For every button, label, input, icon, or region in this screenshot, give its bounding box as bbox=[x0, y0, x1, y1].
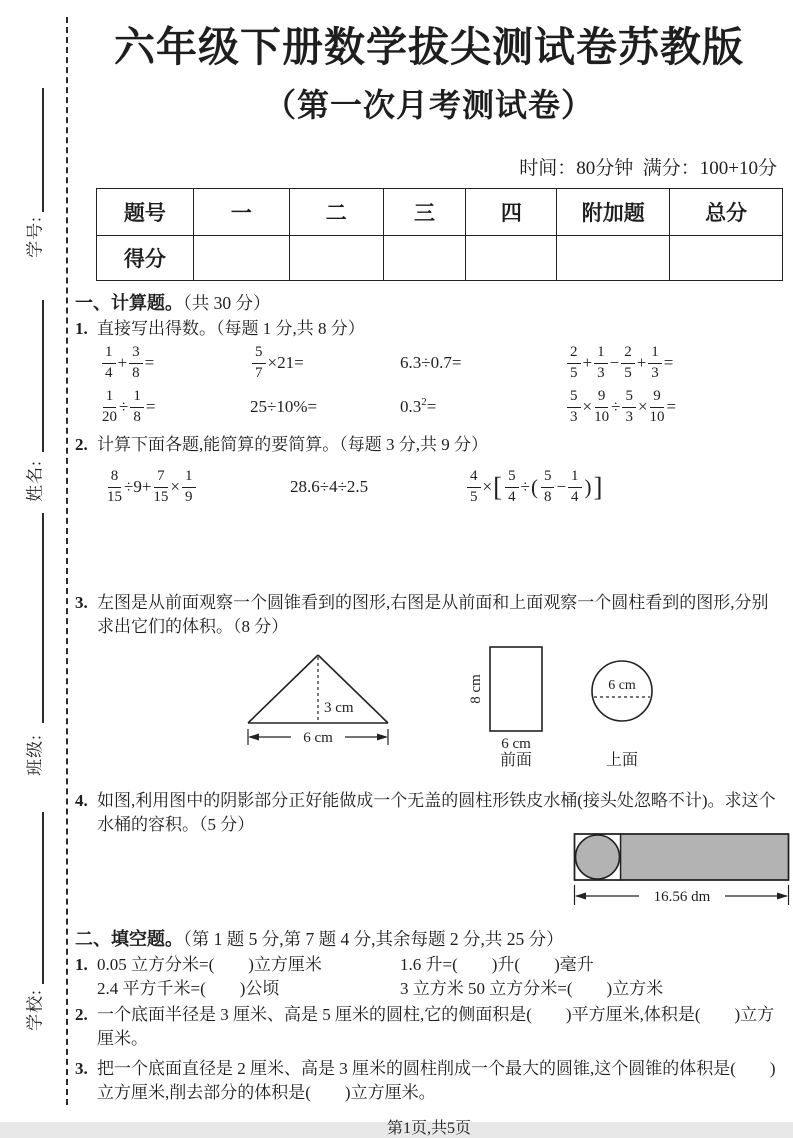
score-table-score-row bbox=[97, 236, 783, 281]
section2-heading bbox=[75, 925, 783, 951]
score-col-3: 三 bbox=[383, 189, 466, 236]
score-col-label: 题号 bbox=[97, 189, 194, 236]
expression: $\frac{8}{15}$ ÷9+ $\frac{7}{15}$ × $\frac{1}{9}$ bbox=[105, 469, 290, 506]
s1-q4-block bbox=[75, 789, 783, 906]
expression: $\frac{2}{5}$ + $\frac{1}{3}$ − $\frac{2}{5}$ + $\frac{1}{3}$ = bbox=[565, 345, 673, 382]
s1-q1 bbox=[75, 317, 783, 341]
s2-q2-line2: 厘米。 bbox=[97, 1029, 148, 1049]
write-line bbox=[42, 300, 44, 452]
blank-item: 2.4 平方千米=( )公顷 bbox=[97, 979, 280, 999]
arrow-left-icon bbox=[575, 893, 586, 900]
score-col-1: 一 bbox=[193, 189, 289, 236]
expression: 28.6÷4÷2.5 bbox=[290, 477, 369, 497]
s2-q2-number: 2. bbox=[75, 1005, 88, 1025]
section2-heading-text: 二、填空题。 bbox=[75, 929, 183, 950]
section1-heading bbox=[75, 289, 783, 315]
expression: $\frac{5}{3}$ × $\frac{9}{10}$ ÷ $\frac{5}{3}$ × $\frac{9}{10}$ = bbox=[565, 389, 676, 426]
school-label: 学校: bbox=[25, 989, 45, 1031]
expression: $\frac{1}{20}$ ÷ $\frac{1}{8}$ = bbox=[102, 387, 156, 425]
score-cell bbox=[557, 236, 670, 281]
s1-q2-row bbox=[75, 465, 783, 509]
s2-q2 bbox=[75, 1003, 783, 1051]
s2-q3 bbox=[75, 1057, 783, 1105]
s1-q4-line2: 水桶的容积。（5 分） bbox=[97, 815, 255, 835]
write-line bbox=[42, 88, 44, 212]
bucket-net-diagram bbox=[573, 825, 793, 913]
s1-q1-row2 bbox=[75, 387, 783, 427]
score-col-total: 总分 bbox=[670, 189, 783, 236]
s1-q3-text bbox=[97, 591, 783, 639]
s1-q2-number: 2. bbox=[75, 435, 88, 455]
paper-subtitle: （第一次月考测试卷） bbox=[263, 87, 594, 124]
s1-q3-line1: 左图是从前面观察一个圆锥看到的图形,右图是从前面和上面观察一个圆柱看到的图形,分别 bbox=[97, 593, 769, 613]
s2-q1-number: 1. bbox=[75, 955, 88, 975]
expression: $\frac{1}{4}$ + $\frac{3}{8}$ = bbox=[100, 345, 250, 382]
score-cell bbox=[466, 236, 557, 281]
s2-q3-text bbox=[97, 1057, 783, 1105]
s2-q3-number: 3. bbox=[75, 1059, 88, 1079]
write-line bbox=[42, 812, 44, 984]
cone-base-label: 6 cm bbox=[303, 730, 333, 747]
page-number: 第1页,共5页 bbox=[386, 1120, 471, 1138]
score-cell bbox=[670, 236, 783, 281]
cone-front-view-diagram bbox=[225, 649, 410, 751]
s1-q3-diagrams bbox=[75, 643, 783, 770]
section2-heading-note: （第 1 题 5 分,第 7 题 4 分,其余每题 2 分,共 25 分） bbox=[183, 929, 564, 950]
s1-q3-number: 3. bbox=[75, 593, 88, 613]
blank-item: 3 立方米 50 立方分米=( )立方米 bbox=[400, 979, 664, 999]
s2-q3-line1: 把一个底面直径是 2 厘米、高是 3 厘米的圆柱削成一个最大的圆锥,这个圆锥的体积是( ) bbox=[97, 1059, 776, 1079]
arrow-left-icon bbox=[248, 734, 259, 741]
score-row-label: 得分 bbox=[97, 236, 194, 281]
time-score-info: 时间：80分钟 满分：100+10分 bbox=[519, 158, 777, 180]
expression: $\frac{4}{5}$ × [ $\frac{5}{4}$ ÷ ( $\frac{5}{8}$ − $\frac{1}{4}$ ) ] bbox=[465, 469, 604, 506]
s2-q3-line2: 立方厘米,削去部分的体积是( )立方厘米。 bbox=[97, 1083, 436, 1103]
front-view-caption: 前面 bbox=[499, 752, 533, 770]
paper-content bbox=[75, 0, 783, 1138]
s1-q3 bbox=[75, 591, 783, 639]
s1-q2 bbox=[75, 433, 783, 457]
width-measure-label: 16.56 dm bbox=[653, 889, 711, 906]
score-col-bonus: 附加题 bbox=[557, 189, 670, 236]
s1-q4-number: 4. bbox=[75, 791, 88, 811]
score-col-4: 四 bbox=[466, 189, 557, 236]
s1-q1-number: 1. bbox=[75, 319, 88, 339]
expression: 0.3 $^2$ = bbox=[400, 396, 437, 417]
top-view-caption: 上面 bbox=[605, 752, 639, 770]
s2-q1-row2 bbox=[97, 977, 783, 1001]
arrow-right-icon bbox=[377, 734, 388, 741]
score-table bbox=[96, 188, 783, 281]
arrow-right-icon bbox=[777, 893, 788, 900]
section1-heading-note: （共 30 分） bbox=[183, 293, 271, 314]
s1-q2-text: 计算下面各题,能简算的要简算。（每题 3 分,共 9 分） bbox=[97, 435, 488, 455]
score-cell bbox=[289, 236, 383, 281]
student-id-label: 学号: bbox=[25, 216, 45, 258]
blank-item: 1.6 升=( )升( )毫升 bbox=[400, 955, 594, 975]
s2-q2-line1: 一个底面半径是 3 厘米、高是 5 厘米的圆柱,它的侧面积是( )平方厘米,体积是( )立方 bbox=[97, 1005, 775, 1025]
s1-q4-line1: 如图,利用图中的阴影部分正好能做成一个无盖的圆柱形铁皮水桶(接头处忽略不计)。求这个 bbox=[97, 791, 776, 811]
s2-q1-row1 bbox=[97, 953, 783, 977]
score-cell bbox=[383, 236, 466, 281]
rect-side-label: 8 cm bbox=[468, 674, 484, 704]
cone-height-label: 3 cm bbox=[324, 700, 354, 717]
cylinder-front-view-diagram bbox=[460, 643, 555, 770]
score-table-header-row bbox=[97, 189, 783, 236]
s2-q2-text bbox=[97, 1003, 783, 1051]
expression: $\frac{5}{7}$ ×21= bbox=[250, 345, 400, 382]
name-label: 姓名: bbox=[25, 460, 45, 502]
write-line bbox=[42, 513, 44, 723]
paper-title: 六年级下册数学拔尖测试卷苏教版 bbox=[114, 24, 744, 70]
s2-q1-text bbox=[97, 953, 783, 1001]
s2-q1 bbox=[75, 953, 783, 1001]
cylinder-top-view-diagram bbox=[580, 649, 665, 770]
blank-item: 0.05 立方分米=( )立方厘米 bbox=[97, 955, 322, 975]
class-label: 班级: bbox=[25, 734, 45, 776]
circle-diameter-label: 6 cm bbox=[608, 678, 636, 694]
seal-dashed-line bbox=[66, 17, 68, 1105]
score-col-2: 二 bbox=[289, 189, 383, 236]
s1-q1-text: 直接写出得数。（每题 1 分,共 8 分） bbox=[97, 319, 365, 339]
s1-q3-line2: 求出它们的体积。（8 分） bbox=[97, 617, 289, 637]
shaded-base-circle bbox=[576, 835, 620, 879]
expression: 25÷10%= bbox=[250, 397, 318, 417]
shaded-side-rect bbox=[621, 834, 789, 880]
section1-heading-text: 一、计算题。 bbox=[75, 293, 183, 314]
expression: 6.3÷0.7= bbox=[400, 353, 462, 373]
rect-bottom-label: 6 cm bbox=[501, 736, 531, 753]
score-cell bbox=[193, 236, 289, 281]
s1-q1-row1 bbox=[75, 343, 783, 383]
